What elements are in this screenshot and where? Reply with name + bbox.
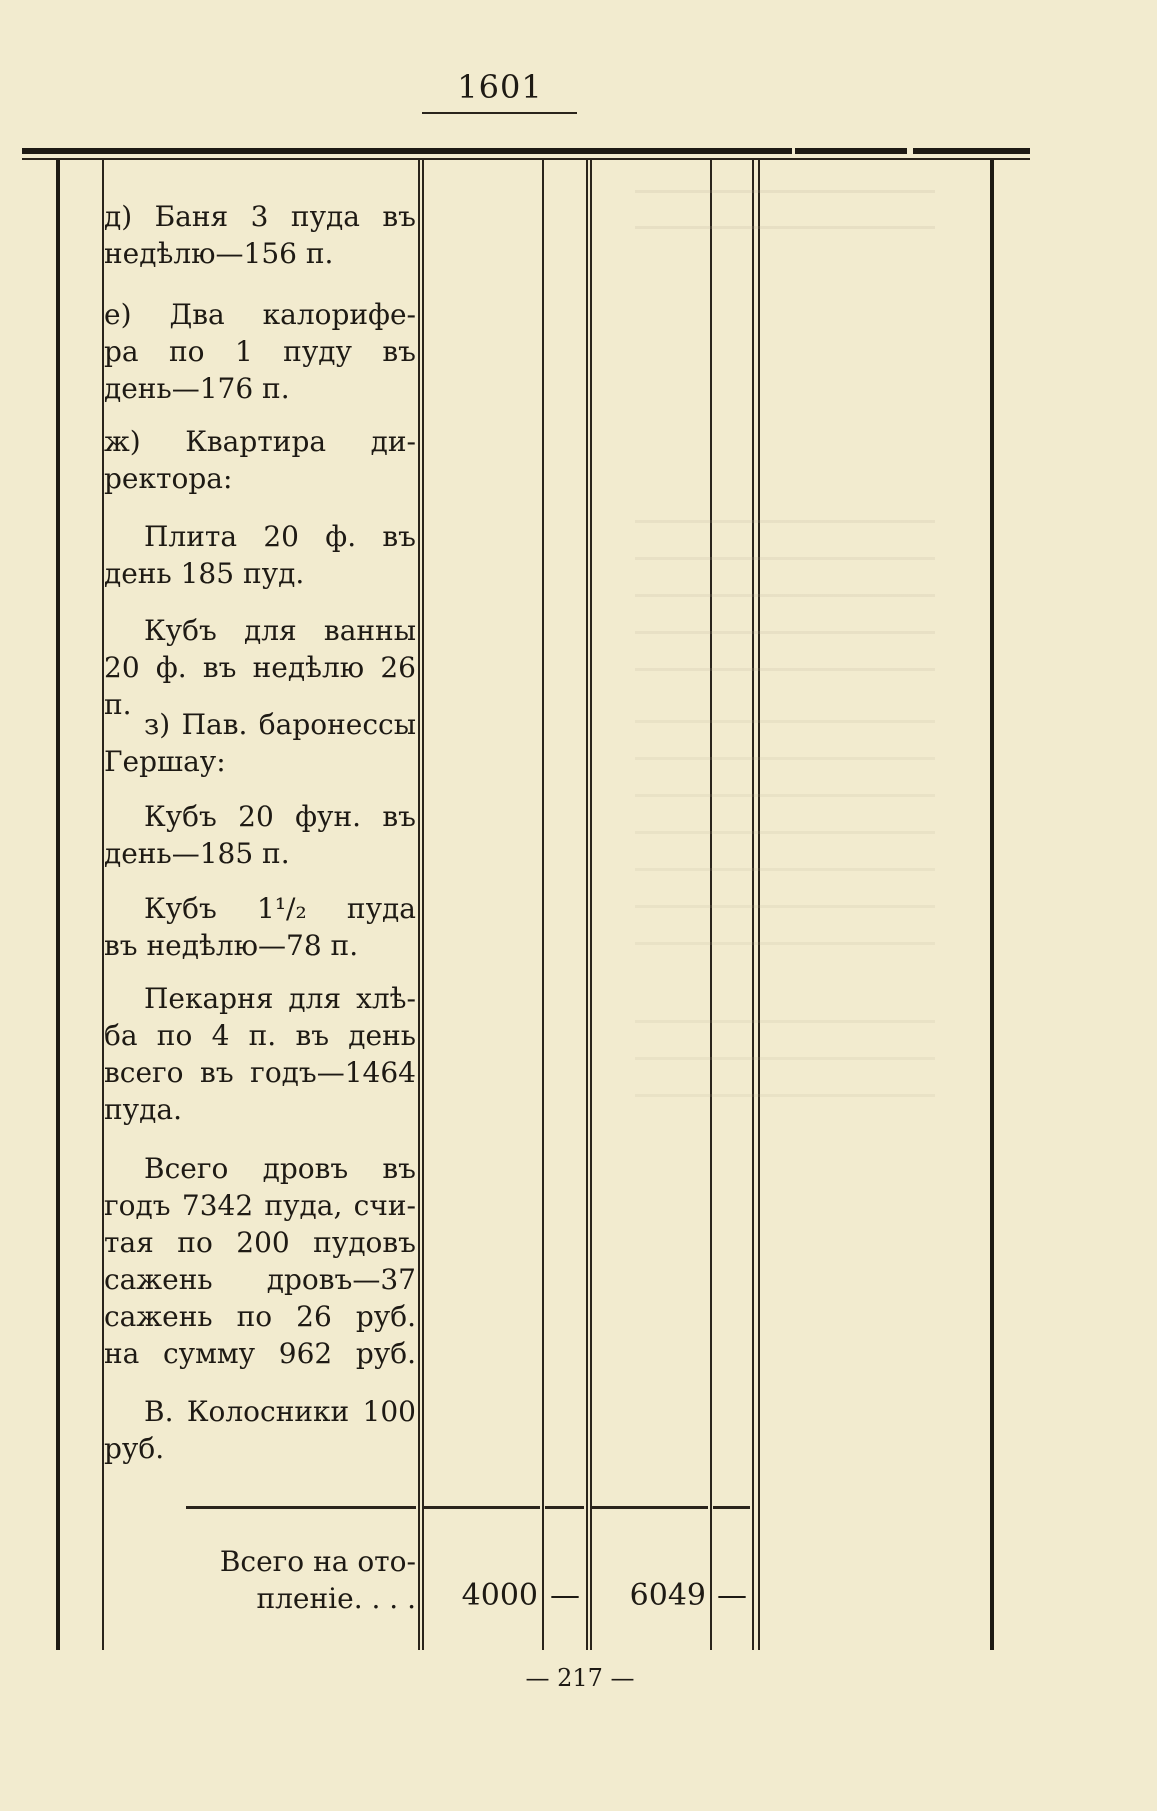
entry-line: на сумму 962 руб.	[104, 1337, 416, 1370]
entry-line: Плита 20 ф. въ	[144, 520, 416, 553]
entry-line: ректора:	[104, 462, 233, 495]
entry-line: 20 ф. въ недѣлю 26 п.	[104, 651, 416, 721]
column-rule-amount-2-left	[586, 160, 588, 1650]
total-kop-2: —	[717, 1578, 747, 1613]
page-number: 1601	[457, 68, 543, 106]
total-label-line: пленіе. . . .	[256, 1582, 416, 1615]
total-rule-kop-1	[545, 1506, 584, 1509]
entry-line: годъ 7342 пуда, счи-	[104, 1189, 416, 1222]
top-rule-thin	[22, 158, 1030, 160]
entry-pavilion	[104, 706, 416, 780]
entry-line: день 185 пуд.	[104, 557, 305, 590]
entry-line: сажень по 26 руб.	[104, 1300, 416, 1333]
total-amount-1: 4000	[461, 1578, 538, 1613]
column-rule-right-outer	[990, 160, 994, 1650]
entry-line: д) Баня 3 пуда въ	[104, 200, 416, 233]
column-rule-kop-1	[542, 160, 544, 1650]
total-label	[104, 1543, 416, 1617]
entry-line: ра по 1 пуду въ	[104, 335, 416, 368]
entry-vsego-drov	[104, 1150, 416, 1372]
total-rule-kop-2	[713, 1506, 750, 1509]
top-rule-main	[22, 148, 792, 154]
entry-line: е) Два калорифе-	[104, 298, 416, 331]
entry-line: з) Пав. баронессы	[144, 708, 416, 741]
top-rule-right	[913, 148, 1030, 154]
top-rule-mid	[795, 148, 907, 154]
entry-banya	[104, 198, 416, 272]
total-label-line: Всего на ото-	[219, 1545, 416, 1578]
entry-line: В. Колосники 100	[144, 1395, 416, 1428]
entry-line: Всего дровъ въ	[144, 1152, 416, 1185]
entry-line: недѣлю—156 п.	[104, 237, 334, 270]
entry-line: всего въ годъ—1464	[104, 1056, 416, 1089]
column-rule-left-outer	[56, 160, 60, 1650]
entry-pekarnya	[104, 980, 416, 1128]
entry-plita	[104, 518, 416, 592]
total-rule-amount-2	[592, 1506, 708, 1509]
entry-line: ж) Квартира ди-	[104, 425, 416, 458]
entry-line: тая по 200 пудовъ	[104, 1226, 416, 1259]
entry-kvartira	[104, 423, 416, 497]
entry-line: день—176 п.	[104, 372, 290, 405]
entry-line: Кубъ 1¹/₂ пуда	[144, 892, 416, 925]
bleed-through-shadow	[635, 1020, 935, 1120]
page-number-underline	[422, 112, 577, 114]
column-rule-amount-2-left-double	[590, 160, 592, 1650]
bleed-through-shadow	[635, 720, 935, 960]
entry-line: Кубъ 20 фун. въ	[144, 800, 416, 833]
bleed-through-shadow	[635, 520, 935, 680]
entry-line: въ недѣлю—78 п.	[104, 929, 359, 962]
entry-line: руб.	[104, 1432, 165, 1465]
entry-line: пуда.	[104, 1093, 182, 1126]
page-footer-number: — 217 —	[525, 1664, 635, 1692]
entry-line: Гершау:	[104, 745, 226, 778]
entry-kub-20	[104, 798, 416, 872]
entry-kub-15	[104, 890, 416, 964]
total-amount-2: 6049	[629, 1578, 706, 1613]
entry-line: день—185 п.	[104, 837, 290, 870]
entry-kalorifery	[104, 296, 416, 407]
entry-line: Пекарня для хлѣ-	[144, 982, 416, 1015]
entry-kolosniki	[104, 1393, 416, 1467]
column-rule-text-right	[418, 160, 420, 1650]
entry-line: сажень дровъ—37	[104, 1263, 416, 1296]
bleed-through-shadow	[635, 190, 935, 250]
entry-line: ба по 4 п. въ день	[104, 1019, 416, 1052]
column-rule-text-right-double	[422, 160, 424, 1650]
total-kop-1: —	[550, 1578, 580, 1613]
entry-line: Кубъ для ванны	[144, 614, 416, 647]
total-rule-amount-1	[424, 1506, 540, 1509]
total-rule-text	[186, 1506, 416, 1509]
